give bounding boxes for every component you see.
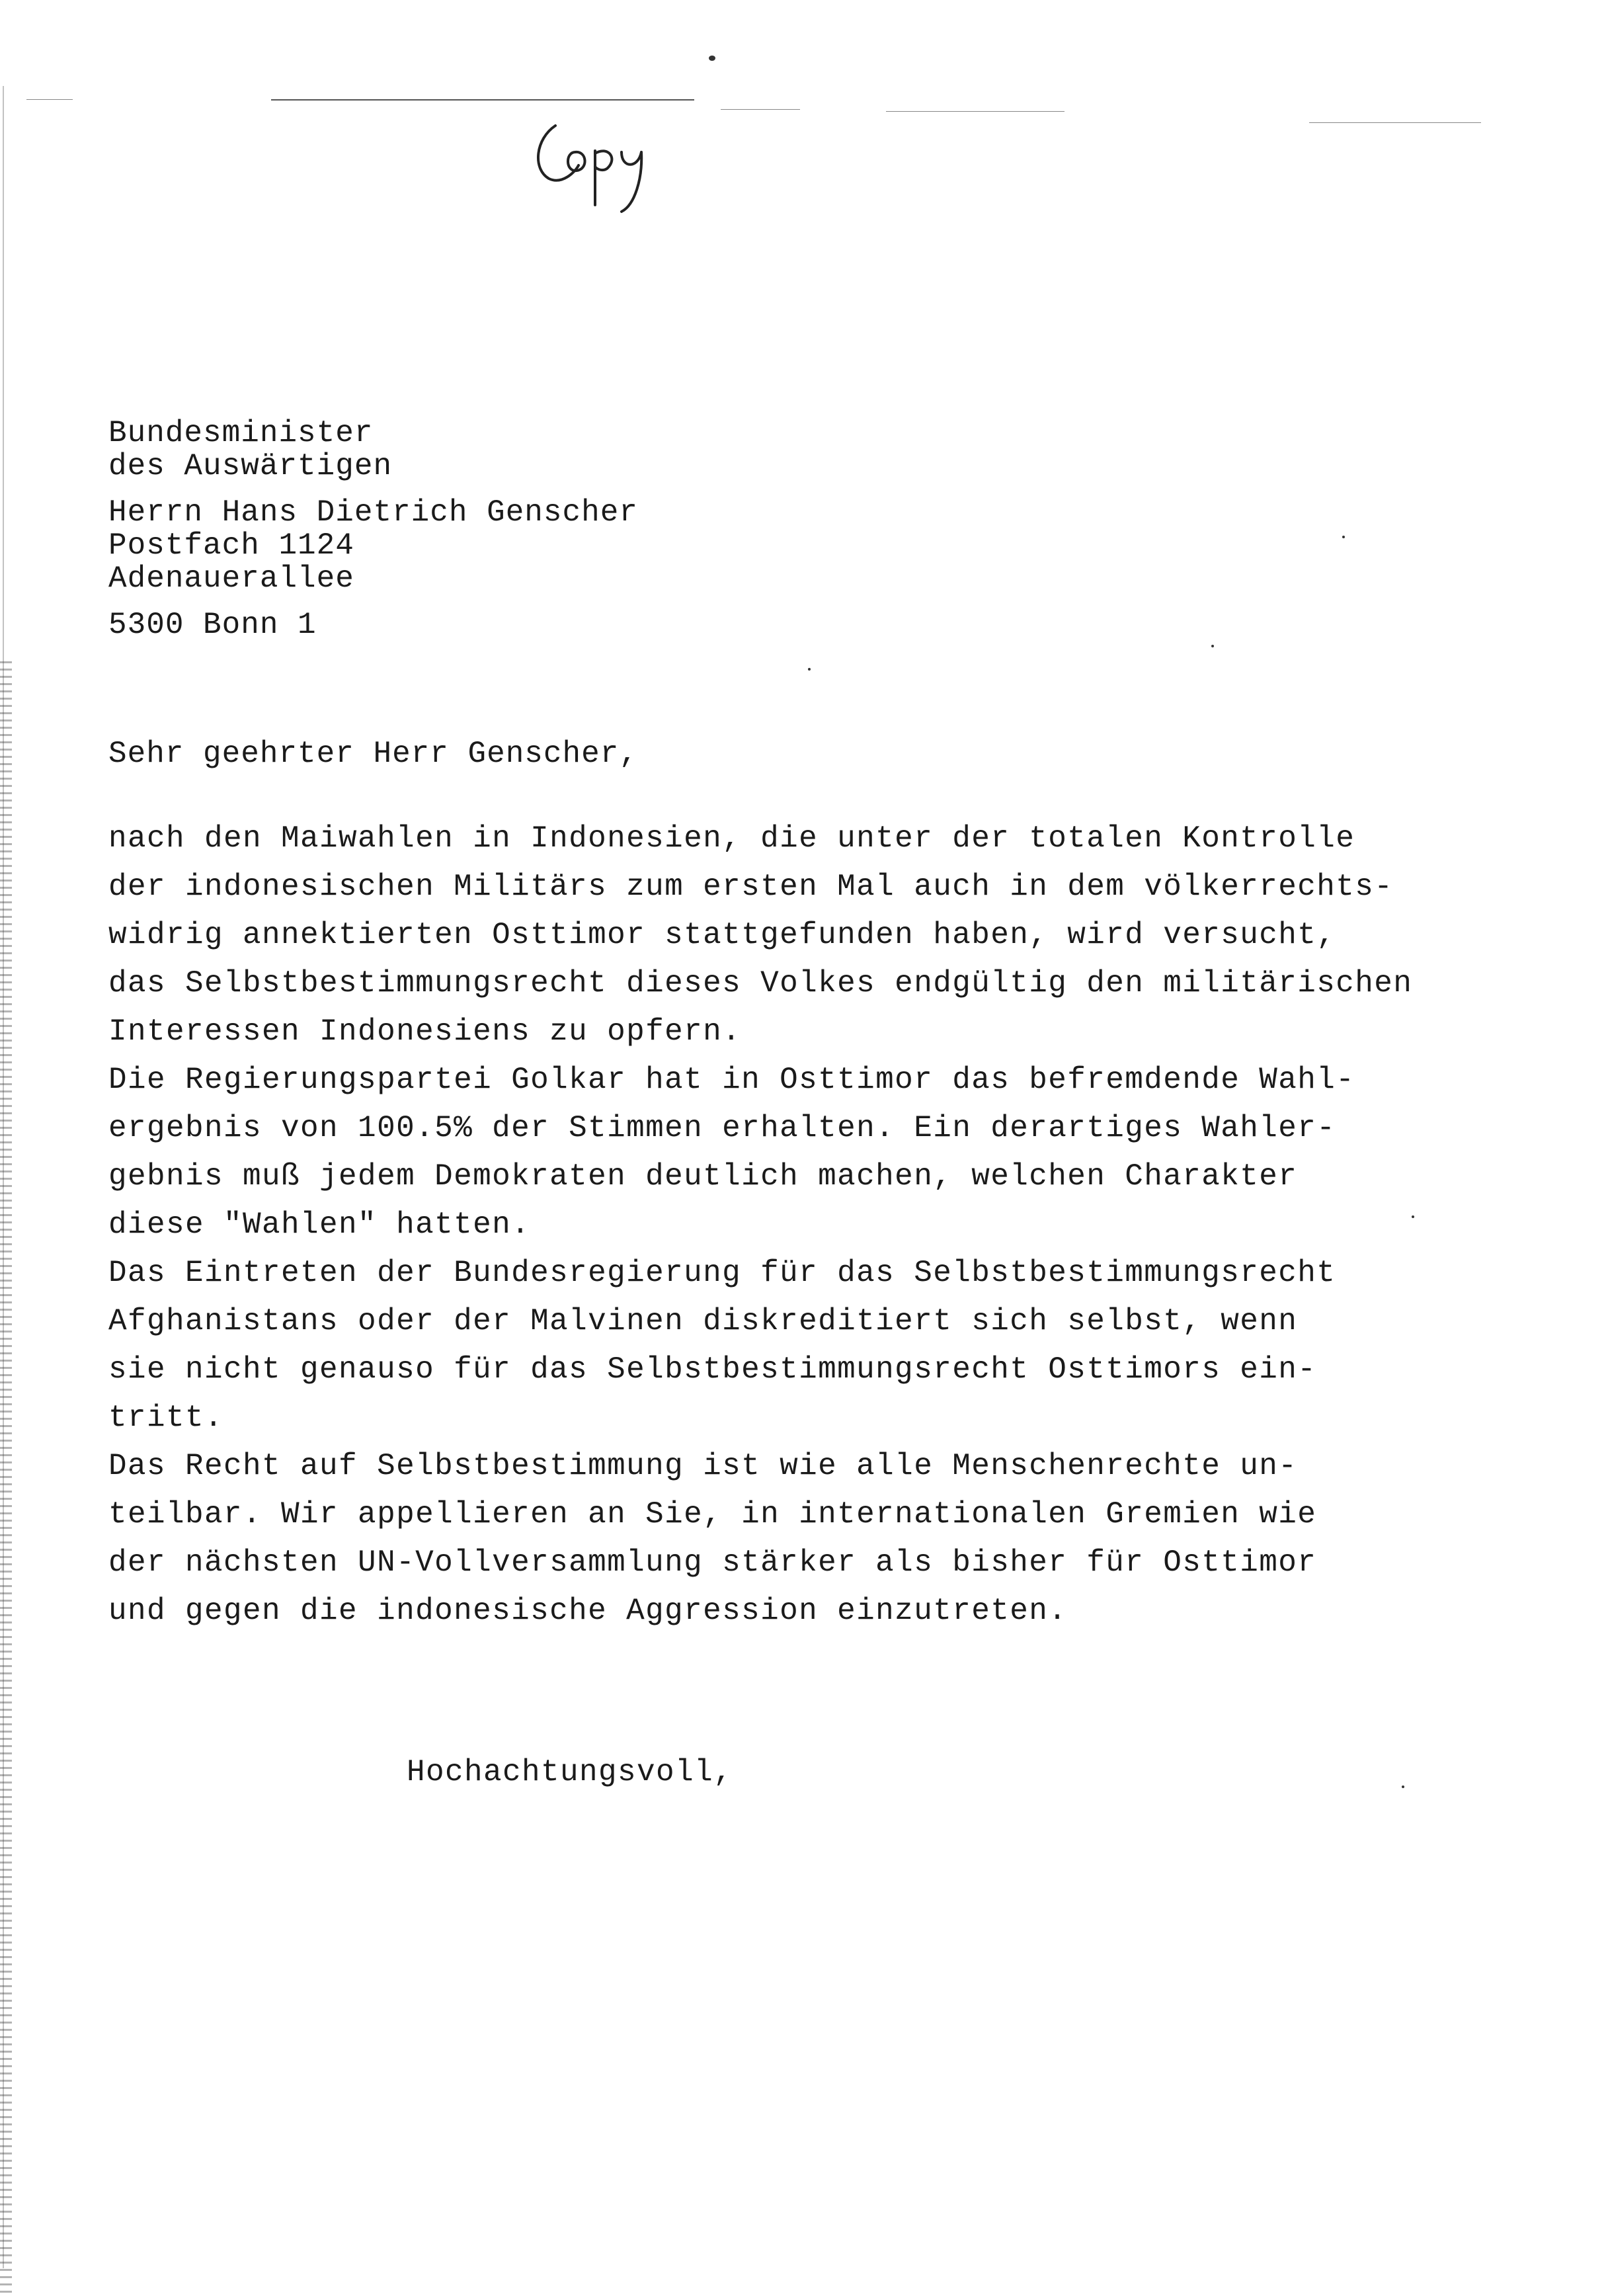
body-line: der indonesischen Militärs zum ersten Mal auch in dem völkerrechts-: [108, 870, 1394, 904]
handwritten-copy-note: [529, 106, 661, 218]
body-line: Das Eintreten der Bundesregierung für das Selbstbestimmungsrecht: [108, 1256, 1336, 1290]
body-line: teilbar. Wir appellieren an Sie, in internationalen Gremien wie: [108, 1497, 1317, 1532]
letter-body: [108, 815, 1530, 1635]
body-line: Das Recht auf Selbstbestimmung ist wie alle Menschenrechte un-: [108, 1449, 1298, 1483]
address-city: 5300 Bonn 1: [108, 608, 317, 642]
body-line: ergebnis von 100.5% der Stimmen erhalten. Ein derartiges Wahler-: [108, 1111, 1336, 1145]
copy-artifact-rule: [271, 99, 694, 101]
handwritten-copy-mark: [529, 106, 661, 218]
recipient-name-block: [108, 496, 638, 595]
recipient-address: [108, 417, 638, 655]
scan-edge-noise: [0, 661, 12, 2295]
copy-artifact-rule: [26, 99, 73, 100]
body-line: diese "Wahlen" hatten.: [108, 1208, 531, 1242]
body-line: gebnis muß jedem Demokraten deutlich machen, welchen Charakter: [108, 1159, 1298, 1194]
body-line: und gegen die indonesische Aggression einzutreten.: [108, 1594, 1068, 1628]
body-line: der nächsten UN-Vollversammlung stärker als bisher für Osttimor: [108, 1545, 1317, 1580]
copy-artifact-rule: [721, 109, 800, 110]
copy-artifact-rule: [1309, 122, 1481, 123]
copy-speck: [1402, 1785, 1404, 1788]
body-line: Interessen Indonesiens zu opfern.: [108, 1014, 742, 1049]
body-line: sie nicht genauso für das Selbstbestimmungsrecht Osttimors ein-: [108, 1352, 1317, 1387]
copy-speck: [1211, 645, 1214, 647]
body-line: Die Regierungspartei Golkar hat in Osttimor das befremdende Wahl-: [108, 1063, 1355, 1097]
body-line: widrig annektierten Osttimor stattgefunden haben, wird versucht,: [108, 918, 1336, 952]
address-line: Postfach 1124: [108, 528, 354, 563]
salutation: Sehr geehrter Herr Genscher,: [108, 737, 638, 771]
copy-speck: [1342, 536, 1345, 538]
body-line: das Selbstbestimmungsrecht dieses Volkes endgültig den militärischen: [108, 966, 1413, 1001]
copy-artifact-rule: [886, 111, 1065, 112]
body-line: nach den Maiwahlen in Indonesien, die unter der totalen Kontrolle: [108, 821, 1355, 856]
address-line: Herrn Hans Dietrich Genscher: [108, 495, 638, 530]
copy-speck: [709, 56, 715, 61]
copy-speck: [808, 668, 811, 671]
recipient-city-block: [108, 608, 638, 641]
recipient-title-block: [108, 417, 638, 483]
closing: Hochachtungsvoll,: [407, 1755, 733, 1789]
address-line: des Auswärtigen: [108, 449, 393, 483]
address-line: Adenauerallee: [108, 561, 354, 596]
body-line: Afghanistans oder der Malvinen diskreditiert sich selbst, wenn: [108, 1304, 1298, 1338]
body-line: tritt.: [108, 1401, 224, 1435]
address-line: Bundesminister: [108, 416, 374, 450]
